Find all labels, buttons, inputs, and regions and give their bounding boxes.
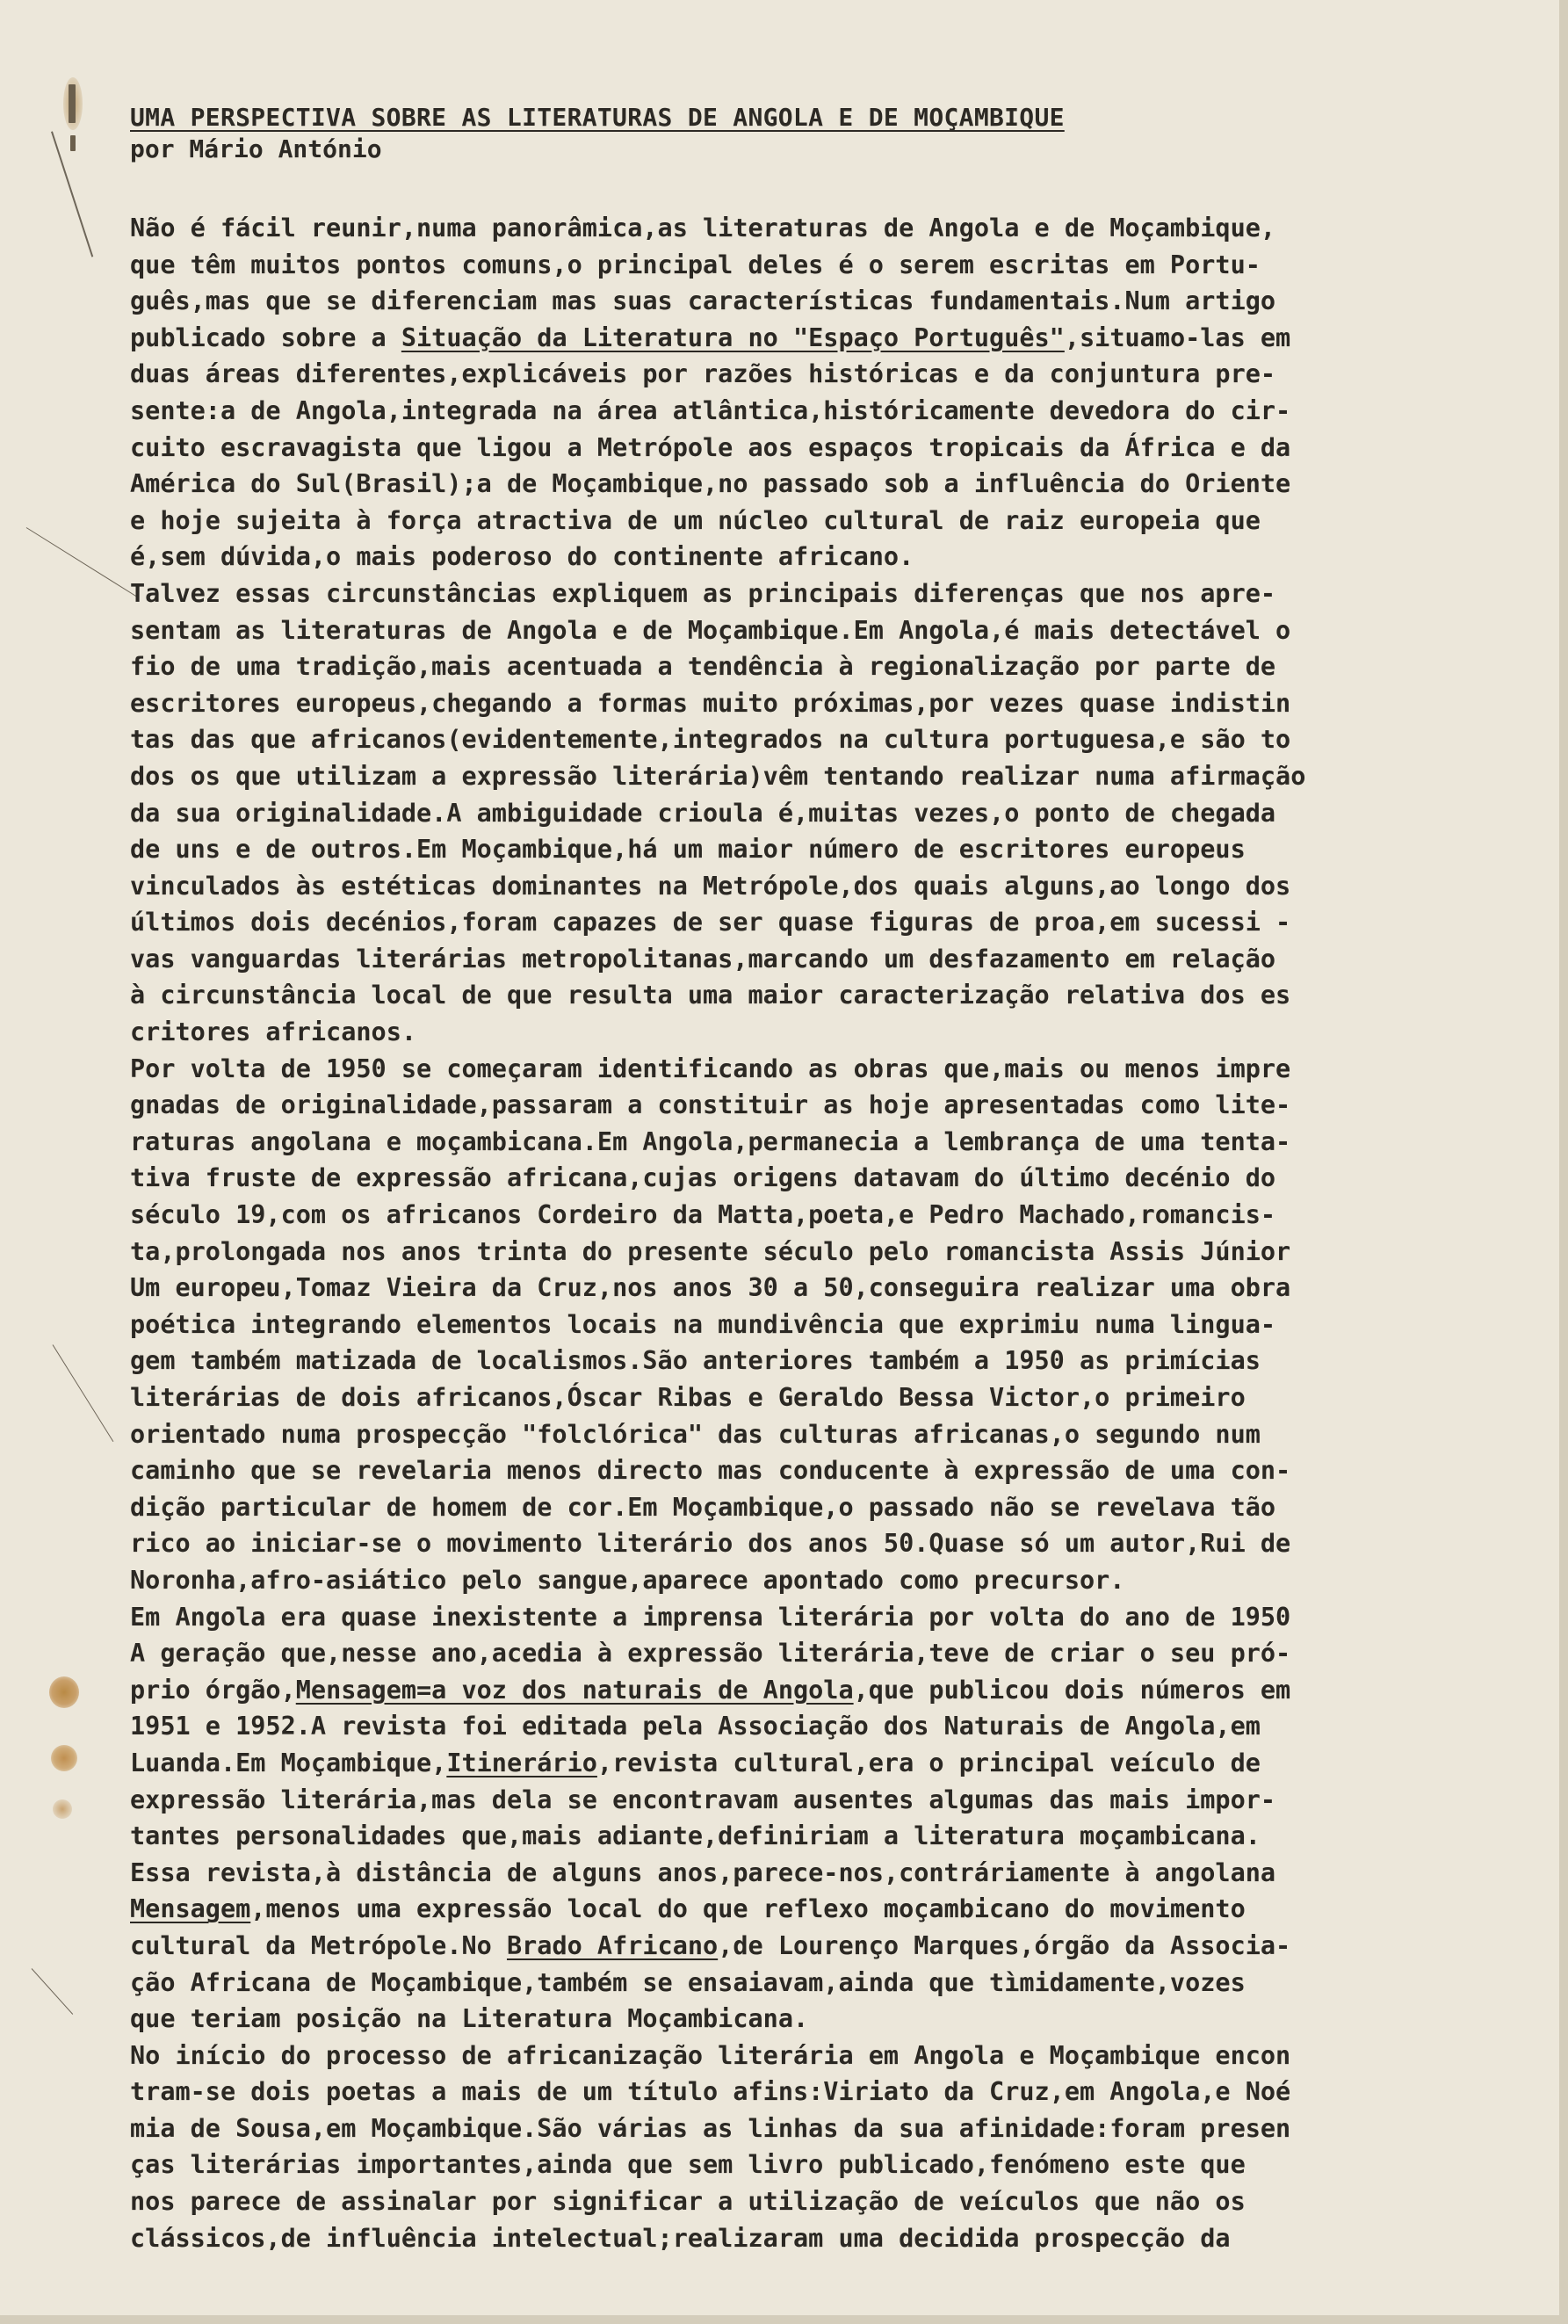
text-segment: ,que publicou dois números em — [853, 1675, 1291, 1705]
text-segment: poética integrando elementos locais na mundivência que exprimiu numa lingua- — [130, 1309, 1276, 1339]
text-segment: à circunstância local de que resulta uma maior caracterização relativa dos es — [130, 981, 1291, 1010]
text-line — [130, 283, 1500, 320]
text-segment: expressão literária,mas dela se encontravam ausentes algumas das mais impor- — [130, 1785, 1276, 1814]
text-segment: publicado sobre a — [130, 322, 401, 352]
text-line — [130, 247, 1500, 284]
text-segment: cuito escravagista que ligou a Metrópole aos espaços tropicais da África e da — [130, 432, 1291, 462]
document-body — [130, 210, 1500, 2256]
text-segment: cultural da Metrópole.No — [130, 1930, 507, 1960]
text-line — [130, 1307, 1500, 1343]
text-segment: tram-se dois poetas a mais de um título afins:Viriato da Cruz,em Angola,e Noé — [130, 2077, 1291, 2107]
text-line — [130, 2074, 1500, 2110]
text-line — [130, 1599, 1500, 1636]
underlined-title: Brado Africano — [506, 1930, 719, 1960]
text-line — [130, 795, 1500, 832]
text-segment: ças literárias importantes,ainda que sem livro publicado,fenómeno este que — [130, 2150, 1246, 2180]
text-segment: ção Africana de Moçambique,também se ensaiavam,ainda que tìmidamente,vozes — [130, 1967, 1246, 1997]
text-line — [130, 2110, 1500, 2147]
text-segment: da sua originalidade.A ambiguidade crioula é,muitas vezes,o ponto de chegada — [130, 798, 1276, 828]
text-segment: Não é fácil reunir,numa panorâmica,as literaturas de Angola e de Moçambique, — [130, 214, 1276, 243]
text-segment: século 19,com os africanos Cordeiro da Matta,poeta,e Pedro Machado,romancis- — [130, 1200, 1276, 1230]
document-title: UMA PERSPECTIVA SOBRE AS LITERATURAS DE ANGOLA E DE MOÇAMBIQUE — [130, 103, 1065, 132]
text-segment: Noronha,afro-asiático pelo sangue,aparece apontado como precursor. — [130, 1565, 1125, 1595]
text-segment: raturas angolana e moçambicana.Em Angola,permanecia a lembrança de uma tenta- — [130, 1126, 1291, 1156]
text-line — [130, 503, 1500, 539]
staple-mark — [69, 84, 76, 123]
text-segment: sente:a de Angola,integrada na área atlântica,históricamente devedora do cir- — [130, 395, 1291, 425]
text-line — [130, 831, 1500, 868]
text-segment: fio de uma tradição,mais acentuada a tendência à regionalização por parte de — [130, 652, 1276, 682]
text-line — [130, 685, 1500, 722]
foxing-stain — [51, 1745, 77, 1771]
text-segment: últimos dois decénios,foram capazes de ser quase figuras de proa,em sucessi - — [130, 908, 1291, 938]
text-segment: que têm muitos pontos comuns,o principal deles é o serem escritas em Portu- — [130, 250, 1261, 279]
text-segment: tantes personalidades que,mais adiante,definiriam a literatura moçambicana. — [130, 1821, 1261, 1851]
text-segment: Luanda.Em Moçambique, — [130, 1748, 447, 1777]
text-line — [130, 1562, 1500, 1599]
text-segment: dição particular de homem de cor.Em Moçambique,o passado não se revelava tão — [130, 1492, 1276, 1522]
text-line — [130, 1928, 1500, 1965]
text-line — [130, 2038, 1500, 2074]
text-line — [130, 1745, 1500, 1782]
text-line — [130, 904, 1500, 941]
text-segment: de uns e de outros.Em Moçambique,há um maior número de escritores europeus — [130, 835, 1246, 865]
text-line — [130, 430, 1500, 467]
text-segment: dos os que utilizam a expressão literária)vêm tentando realizar numa afirmação — [130, 761, 1306, 791]
text-line — [130, 1855, 1500, 1892]
underlined-title: Mensagem=a voz dos naturais de Angola — [295, 1675, 854, 1705]
underlined-title: Itinerário — [446, 1748, 597, 1777]
text-line — [130, 2220, 1500, 2257]
text-line — [130, 1087, 1500, 1124]
text-line — [130, 466, 1500, 503]
document-header — [130, 102, 1500, 165]
text-line — [130, 1270, 1500, 1307]
text-segment: sentam as literaturas de Angola e de Moçambique.Em Angola,é mais detectável o — [130, 615, 1291, 645]
text-segment: gnadas de originalidade,passaram a constituir as hoje apresentadas como lite- — [130, 1090, 1291, 1120]
text-line — [130, 1818, 1500, 1855]
text-line — [130, 612, 1500, 649]
text-line — [130, 2001, 1500, 2038]
text-segment: ,revista cultural,era o principal veículo de — [596, 1748, 1261, 1777]
underlined-title: Mensagem — [130, 1894, 251, 1924]
text-line — [130, 1160, 1500, 1197]
text-line — [130, 648, 1500, 685]
text-line — [130, 539, 1500, 576]
text-line — [130, 356, 1500, 393]
staple-mark — [70, 135, 76, 151]
text-line — [130, 1197, 1500, 1234]
text-line — [130, 868, 1500, 905]
text-line — [130, 1965, 1500, 2002]
foxing-stain — [49, 1676, 79, 1708]
text-line — [130, 1672, 1500, 1709]
text-line — [130, 1489, 1500, 1526]
text-segment: critores africanos. — [130, 1017, 417, 1047]
text-segment: ,situamo-las em — [1064, 322, 1291, 352]
margin-pencil-mark — [32, 1968, 74, 2015]
text-segment: Por volta de 1950 se começaram identificando as obras que,mais ou menos impre — [130, 1053, 1291, 1083]
text-segment: e hoje sujeita à força atractiva de um núcleo cultural de raiz europeia que — [130, 505, 1261, 535]
margin-pencil-mark — [26, 527, 139, 597]
text-segment: ,menos uma expressão local do que reflexo moçambicano do movimento — [250, 1894, 1246, 1924]
text-segment: prio órgão, — [130, 1675, 296, 1705]
text-segment: que teriam posição na Literatura Moçambicana. — [130, 2004, 809, 2034]
text-line — [130, 1343, 1500, 1379]
text-segment: tas das que africanos(evidentemente,integrados na cultura portuguesa,e são to — [130, 725, 1291, 755]
text-line — [130, 941, 1500, 978]
text-line — [130, 320, 1500, 357]
text-segment: gem também matizada de localismos.São anteriores também a 1950 as primícias — [130, 1346, 1261, 1376]
text-segment: vinculados às estéticas dominantes na Metrópole,dos quais alguns,ao longo dos — [130, 871, 1291, 901]
text-segment: Em Angola era quase inexistente a imprensa literária por volta do ano de 1950 — [130, 1602, 1291, 1632]
text-segment: América do Sul(Brasil);a de Moçambique,no passado sob a influência do Oriente — [130, 469, 1291, 499]
text-segment: Talvez essas circunstâncias expliquem as principais diferenças que nos apre- — [130, 578, 1276, 608]
text-line — [130, 1124, 1500, 1161]
text-line — [130, 1452, 1500, 1489]
text-line — [130, 721, 1500, 758]
text-line — [130, 1635, 1500, 1672]
text-segment: Um europeu,Tomaz Vieira da Cruz,nos anos 30 a 50,conseguira realizar uma obra — [130, 1273, 1291, 1303]
text-line — [130, 2183, 1500, 2220]
text-line — [130, 2147, 1500, 2183]
text-segment: vas vanguardas literárias metropolitanas,marcando um desfazamento em relação — [130, 944, 1276, 974]
text-line — [130, 1014, 1500, 1051]
text-segment: ta,prolongada nos anos trinta do presente século pelo romancista Assis Júnior — [130, 1236, 1291, 1266]
text-segment: A geração que,nesse ano,acedia à expressão literária,teve de criar o seu pró- — [130, 1639, 1291, 1669]
text-line — [130, 1416, 1500, 1453]
text-line — [130, 1891, 1500, 1928]
text-line — [130, 393, 1500, 430]
text-segment: nos parece de assinalar por significar a utilização de veículos que não os — [130, 2187, 1246, 2217]
document-author: por Mário António — [130, 134, 382, 163]
text-segment: tiva fruste de expressão africana,cujas origens datavam do último decénio do — [130, 1163, 1276, 1193]
text-line — [130, 1525, 1500, 1562]
text-segment: ,de Lourenço Marques,órgão da Associa- — [718, 1930, 1291, 1960]
text-segment: mia de Sousa,em Moçambique.São várias as linhas da sua afinidade:foram presen — [130, 2113, 1291, 2143]
foxing-stain — [53, 1799, 72, 1819]
text-segment: No início do processo de africanização literária em Angola e Moçambique encon — [130, 2040, 1291, 2070]
text-line — [130, 1234, 1500, 1271]
text-segment: 1951 e 1952.A revista foi editada pela Associação dos Naturais de Angola,em — [130, 1712, 1261, 1741]
text-line — [130, 576, 1500, 612]
text-line — [130, 1708, 1500, 1745]
text-segment: rico ao iniciar-se o movimento literário dos anos 50.Quase só um autor,Rui de — [130, 1529, 1291, 1559]
text-segment: clássicos,de influência intelectual;realizaram uma decidida prospecção da — [130, 2223, 1231, 2253]
underlined-title: Situação da Literatura no "Espaço Português" — [401, 322, 1065, 352]
text-segment: guês,mas que se diferenciam mas suas características fundamentais.Num artigo — [130, 286, 1276, 316]
text-line — [130, 1379, 1500, 1416]
text-segment: duas áreas diferentes,explicáveis por razões históricas e da conjuntura pre- — [130, 359, 1276, 389]
text-line — [130, 758, 1500, 795]
text-segment: é,sem dúvida,o mais poderoso do continente africano. — [130, 542, 914, 572]
text-line — [130, 1051, 1500, 1088]
text-line — [130, 210, 1500, 247]
margin-pencil-mark — [53, 1344, 114, 1442]
text-segment: literárias de dois africanos,Óscar Ribas e Geraldo Bessa Victor,o primeiro — [130, 1383, 1246, 1412]
text-segment: Essa revista,à distância de alguns anos,parece-nos,contráriamente à angolana — [130, 1857, 1276, 1887]
text-segment: escritores europeus,chegando a formas muito próximas,por vezes quase indistin — [130, 688, 1291, 718]
text-segment: orientado numa prospecção "folclórica" das culturas africanas,o segundo num — [130, 1419, 1261, 1449]
text-line — [130, 1782, 1500, 1819]
text-segment: caminho que se revelaria menos directo mas conducente à expressão de uma con- — [130, 1456, 1291, 1486]
text-line — [130, 977, 1500, 1014]
